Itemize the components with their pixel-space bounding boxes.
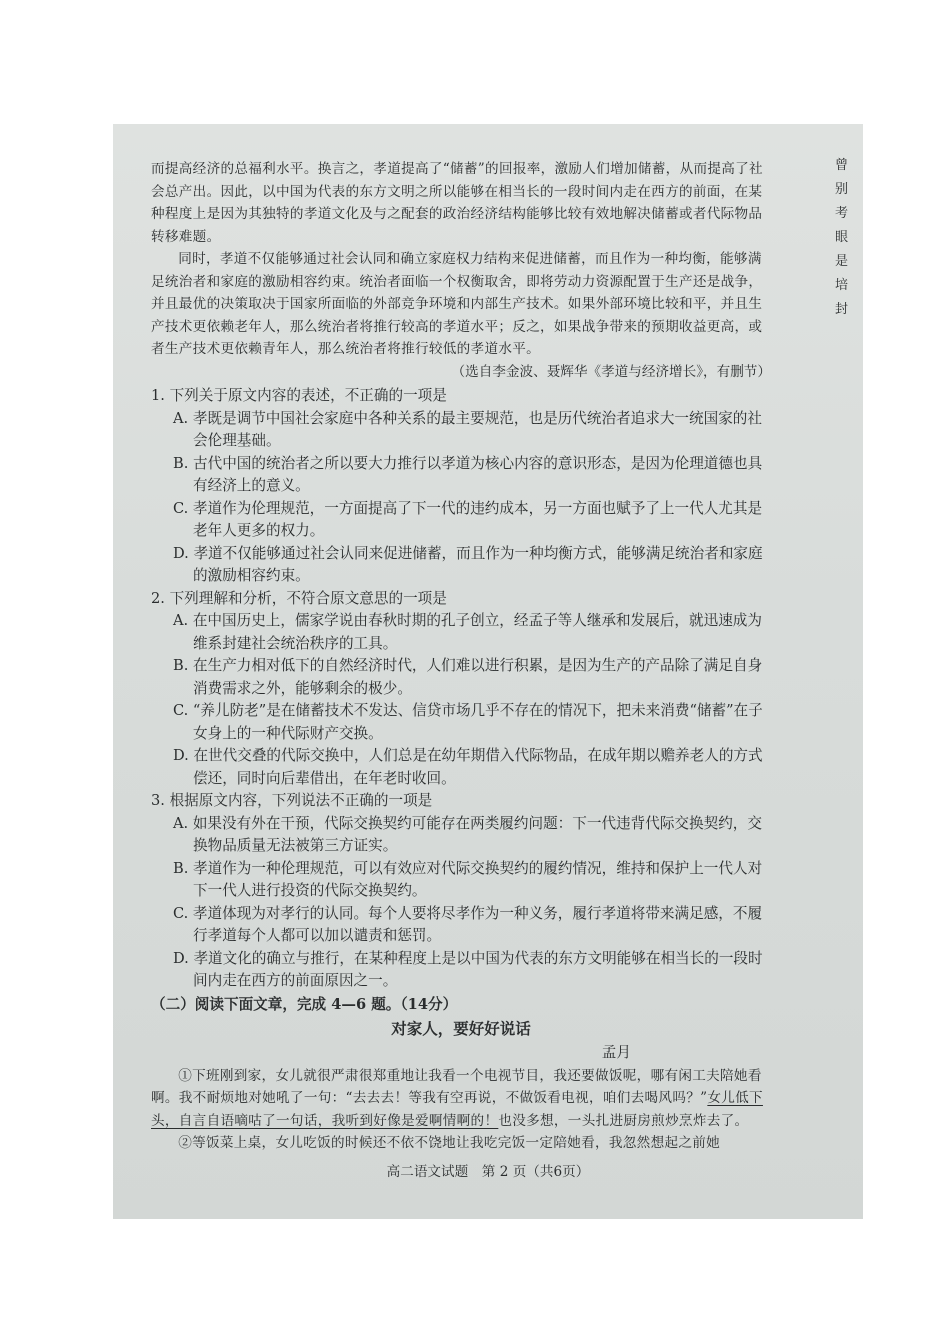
option-a: A. 如果没有外在干预，代际交换契约可能存在两类履约问题：下一代违背代际交换契约，交换物品质量无法被第三方证实。: [173, 814, 762, 854]
passage-source: （选自李金波、聂辉华《孝道与经济增长》，有删节）: [451, 363, 771, 380]
article-author: 孟月: [601, 1043, 631, 1061]
option-b: B. 古代中国的统治者之所以要大力推行以孝道为核心内容的意识形态，是因为伦理道德也具有经济上的意义。: [173, 454, 763, 494]
option-c: C. “养儿防老”是在储蓄技术不发达、信贷市场几乎不存在的情况下，把未来消费“储蓄”在子女身上的一种代际财产交换。: [173, 702, 763, 742]
exam-page: [151, 158, 771, 1155]
option-c: C. 孝道体现为对孝行的认同。每个人要将尽孝作为一种义务，履行孝道将带来满足感，不履行孝道每个人都可以加以谴责和惩罚。: [173, 904, 763, 944]
option-b: B. 在生产力相对低下的自然经济时代，人们难以进行积累，是因为生产的产品除了满足自身消费需求之外，能够剩余的极少。: [173, 657, 763, 697]
question-3: [151, 790, 771, 993]
article-paragraph-1: [151, 1065, 771, 1133]
next-page-edge-text: 曾 别 考 眼 是 培 封: [835, 158, 849, 317]
passage-paragraph-1: 而提高经济的总福利水平。换言之，孝道提高了“储蓄”的回报率，激励人们增加储蓄，从而提高了社会总产出。因此，以中国为代表的东方文明之所以能够在相当长的一段时间内走在西方的前面，在某种程度上是因为其独特的孝道文化及与之配套的政治经济结构能够比较有效地解决储蓄或者代际物品转移难题。: [151, 161, 763, 245]
option-d: D. 孝道不仅能够通过社会认同来促进储蓄，而且作为一种均衡方式，能够满足统治者和家庭的激励相容约束。: [173, 544, 763, 584]
option-a: A. 在中国历史上，儒家学说由春秋时期的孔子创立，经孟子等人继承和发展后，就迅速成为维系封建社会统治秩序的工具。: [173, 612, 762, 652]
option-c: C. 孝道作为伦理规范，一方面提高了下一代的违约成本，另一方面也赋予了上一代人尤其是老年人更多的权力。: [173, 499, 763, 539]
underlined-sentence: 女儿低下头，自言自语嘀咕了一句话，我听到好像是爱啊情啊的！: [151, 1090, 763, 1129]
section-heading: （二）阅读下面文章，完成 4—6 题。（14分）: [151, 995, 458, 1013]
option-d: D. 孝道文化的确立与推行，在某种程度上是以中国为代表的东方文明能够在相当长的一段时间内走在西方的前面原因之一。: [173, 949, 763, 989]
article-text: ①下班刚到家，女儿就很严肃很郑重地让我看一个电视节目，我还要做饭呢，哪有闲工夫陪她看啊。我不耐烦地对她吼了一句：“去去去！等我有空再说，不做饭看电视，咱们去喝风吗？”: [151, 1067, 762, 1106]
article-title: 对家人，要好好说话: [391, 1018, 531, 1038]
document-photo: [113, 124, 863, 1219]
question-1: [151, 385, 771, 588]
option-b: B. 孝道作为一种伦理规范，可以有效应对代际交换契约的履约情况，维持和保护上一代人对下一代人进行投资的代际交换契约。: [173, 859, 763, 899]
question-stem: 1. 下列关于原文内容的表述，不正确的一项是: [151, 387, 447, 404]
question-stem: 3. 根据原文内容，下列说法不正确的一项是: [151, 792, 433, 809]
passage-paragraph-2: 同时，孝道不仅能够通过社会认同和确立家庭权力结构来促进储蓄，而且作为一种均衡，能够满足统治者和家庭的激励相容约束。统治者面临一个权衡取舍，即将劳动力资源配置于生产还是战争，并且最优的决策取决于国家所面临的外部竞争环境和内部生产技术。如果外部环境比较和平，并且生产技术更依赖老年人，那么统治者将推行较高的孝道水平；反之，如果战争带来的预期收益更高，或者生产技术更依赖青年人，那么统治者将推行较低的孝道水平。: [151, 251, 763, 357]
article-text: 也没多想，一头扎进厨房煎炒烹炸去了。: [498, 1112, 749, 1129]
question-stem: 2. 下列理解和分析，不符合原文意思的一项是: [151, 589, 447, 607]
page-footer: 高二语文试题 第 2 页（共6页）: [386, 1164, 590, 1180]
article-paragraph-2: ②等饭菜上桌，女儿吃饭的时候还不依不饶地让我吃完饭一定陪她看，我忽然想起之前她: [178, 1135, 721, 1151]
option-d: D. 在世代交叠的代际交换中，人们总是在幼年期借入代际物品，在成年期以赡养老人的方式偿还，同时向后辈借出，在年老时收回。: [173, 747, 763, 787]
option-a: A. 孝既是调节中国社会家庭中各种关系的最主要规范，也是历代统治者追求大一统国家的社会伦理基础。: [173, 409, 762, 449]
question-2: [151, 588, 771, 791]
